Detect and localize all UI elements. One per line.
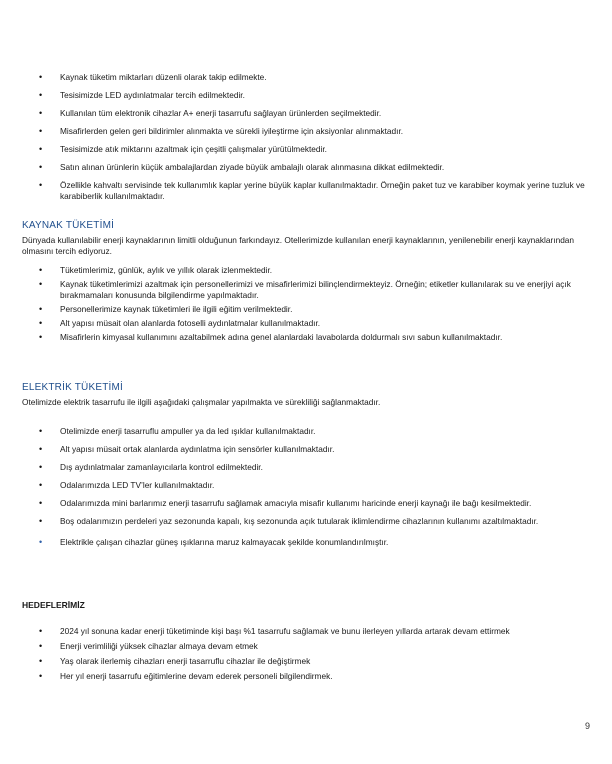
list-item: • Özellikle kahvaltı servisinde tek kullanımlık kaplar yerine büyük kaplar kullanılmaktadır. Örneğin paket tuz ve karabiber koymak yerine tuzluk ve karabiberlik kullanılmaktadır. (39, 180, 585, 201)
list-item: • Enerji verimliliği yüksek cihazlar almaya devam etmek (39, 641, 258, 651)
list-item: • Kullanılan tüm elektronik cihazlar A+ enerji tasarrufu sağlayan ürünlerden seçilmektedir. (39, 108, 382, 118)
list-item: • Dış aydınlatmalar zamanlayıcılarla kontrol edilmektedir. (39, 462, 263, 472)
bullet-icon: • (39, 426, 43, 436)
bullet-icon: • (39, 108, 43, 118)
bullet-icon: • (39, 265, 43, 275)
bullet-icon: • (39, 318, 43, 328)
list-item: • Satın alınan ürünlerin küçük ambalajlardan ziyade büyük ambalajlı olarak alınmasına dikkat edilmektedir. (39, 162, 445, 172)
list-item: • Kaynak tüketimlerimizi azaltmak için personellerimizi ve misafirlerimizi bilinçlendirmekteyiz. Örneğin; etiketler kullanılarak su ve enerjiyi açık bırakmamaları konusunda bilgilendirme yapılmaktadır. (39, 279, 571, 300)
bullet-icon: • (39, 480, 43, 490)
bullet-icon: • (39, 444, 43, 454)
kaynak-section-paragraph: Dünyada kullanılabilir enerji kaynaklarının limitli olduğunun farkındayız. Otellerimizde kullanılan enerji kaynaklarının, yenilenebilir enerji kaynaklarından olmasını tercih ediyoruz. (22, 235, 575, 256)
list-item: • Misafirlerden gelen geri bildirimler alınmakta ve sürekli iyileştirme için aksiyonlar alınmaktadır. (39, 126, 404, 136)
list-item: • Alt yapısı müsait olan alanlarda fotoselli aydınlatmalar kullanılmaktadır. (39, 318, 321, 328)
list-item: • Tesisimizde atık miktarını azaltmak için çeşitli çalışmalar yürütülmektedir. (39, 144, 327, 154)
bullet-icon: • (39, 279, 43, 289)
bullet-icon: • (39, 498, 43, 508)
bullet-icon: • (39, 90, 43, 100)
bullet-icon: • (39, 656, 43, 666)
list-item: • Boş odalarımızın perdeleri yaz sezonunda kapalı, kış sezonunda açık tutularak iklimlendirme cihazlarının kullanımı azaltılmaktadır. (39, 516, 539, 526)
list-item: • Personellerimize kaynak tüketimleri ile ilgili eğitim verilmektedir. (39, 304, 293, 314)
intro-bullet-list (0, 72, 612, 209)
bullet-icon: • (39, 180, 43, 190)
bullet-icon: • (39, 72, 43, 82)
bullet-icon: • (39, 126, 43, 136)
list-item: • Otelimizde enerji tasarruflu ampuller ya da led ışıklar kullanılmaktadır. (39, 426, 316, 436)
bullet-icon: • (39, 537, 43, 547)
list-item: • Kaynak tüketim miktarları düzenli olarak takip edilmekte. (39, 72, 267, 82)
list-item: • Tüketimlerimiz, günlük, aylık ve yıllık olarak izlenmektedir. (39, 265, 273, 275)
list-item: • Tesisimizde LED aydınlatmalar tercih edilmektedir. (39, 90, 245, 100)
page-number: 9 (584, 721, 590, 731)
bullet-icon: • (39, 162, 43, 172)
list-item: • Alt yapısı müsait ortak alanlarda aydınlatma için sensörler kullanılmaktadır. (39, 444, 335, 454)
list-item: • Odalarımızda LED TV’ler kullanılmaktadır. (39, 480, 215, 490)
bullet-icon: • (39, 626, 43, 636)
list-item: • Elektrikle çalışan cihazlar güneş ışıklarına maruz kalmayacak şekilde konumlandırılmıştır. (39, 537, 389, 547)
hedefler-bullet-list (0, 626, 612, 686)
bullet-icon: • (39, 144, 43, 154)
kaynak-bullet-list (0, 265, 612, 346)
bullet-icon: • (39, 641, 43, 651)
bullet-icon: • (39, 462, 43, 472)
list-item: • 2024 yıl sonuna kadar enerji tüketiminde kişi başı %1 tasarrufu sağlamak ve bunu ilerleyen yıllarda artarak devam ettirmek (39, 626, 510, 636)
list-item: • Misafirlerin kimyasal kullanımını azaltabilmek adına genel alanlardaki lavabolarda doldurmalı sıvı sabun kullanılmaktadır. (39, 332, 503, 342)
list-item: • Odalarımızda mini barlarımız enerji tasarrufu sağlamak amacıyla misafir kullanımı haricinde enerji kaynağı ile bağı kesilmektedir. (39, 498, 532, 508)
elektrik-section-heading: ELEKTRİK TÜKETİMİ (22, 382, 124, 393)
bullet-icon: • (39, 671, 43, 681)
kaynak-section-heading: KAYNAK TÜKETİMİ (22, 220, 115, 231)
bullet-icon: • (39, 304, 43, 314)
hedefler-section-heading: HEDEFLERİMİZ (22, 600, 85, 610)
elektrik-section-paragraph: Otelimizde elektrik tasarrufu ile ilgili aşağıdaki çalışmalar yapılmakta ve sürekliliği sağlanmaktadır. (22, 397, 381, 407)
elektrik-bullet-list (0, 426, 612, 548)
list-item: • Her yıl enerji tasarrufu eğitimlerine devam ederek personeli bilgilendirmek. (39, 671, 333, 681)
bullet-icon: • (39, 332, 43, 342)
list-item: • Yaş olarak ilerlemiş cihazları enerji tasarruflu cihazlar ile değiştirmek (39, 656, 311, 666)
bullet-icon: • (39, 516, 43, 526)
